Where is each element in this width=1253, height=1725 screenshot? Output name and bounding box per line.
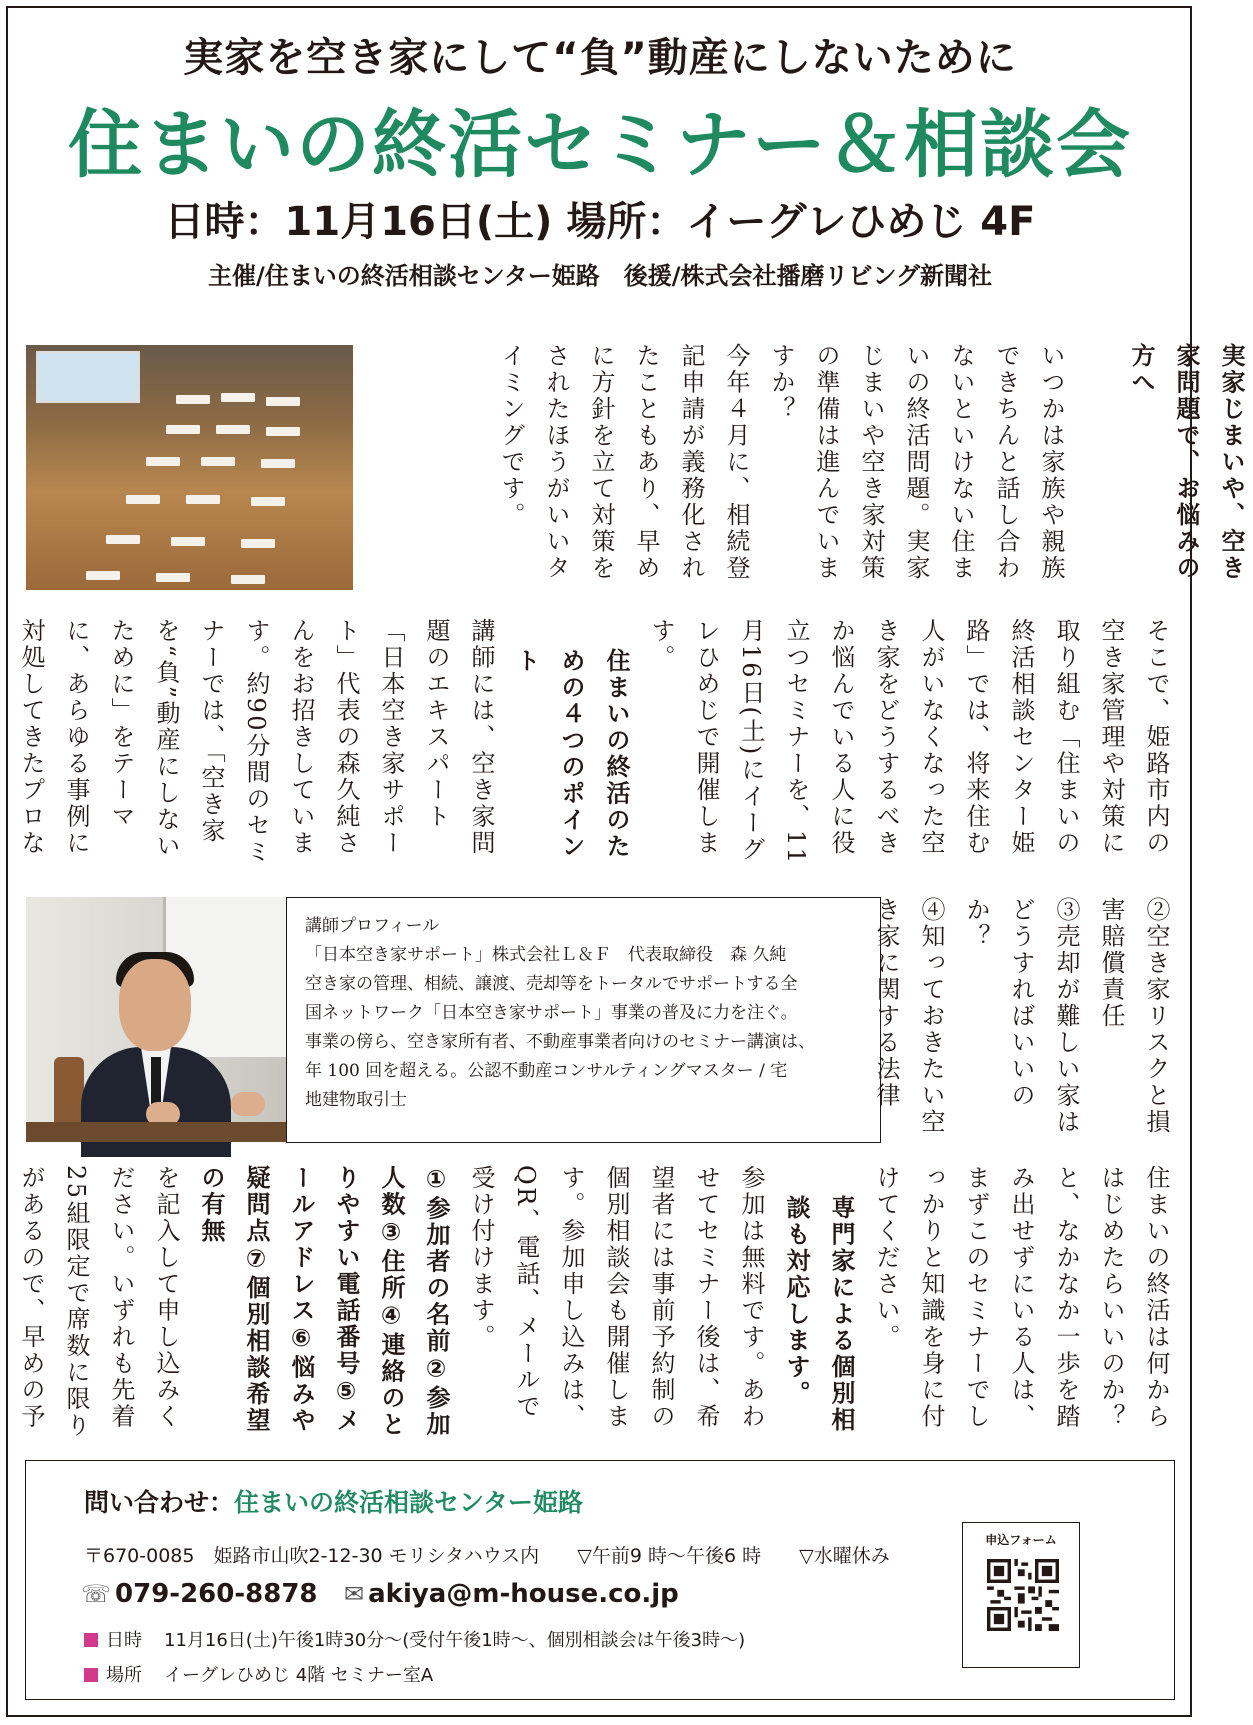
bullet-square-icon [84, 1668, 98, 1682]
profile-line: 「日本空き家サポート」株式会社Ｌ＆Ｆ 代表取締役 森 久純 [305, 945, 787, 965]
article-para-1: いつかは家族や親族できちんと話し合わないといけない住まいの終活問題。実家じまいや空き家対策の準備は進んでいますか？ [767, 343, 1065, 582]
event-date-row [84, 1626, 745, 1652]
article-para-4: 講師には、空き家問題のエキスパート「日本空き家サポート」代表の森久純さんをお招きしています。約90分間のセミナーでは、「空き家を“負”動産にしないために」をテーマに、あらゆる事例に対処してきたプロな [17, 618, 495, 866]
event-place-row [84, 1661, 433, 1687]
date-value: 11月16日(土)午後1時30分～(受付午後1時～、個別相談会は午後3時～) [164, 1630, 746, 1651]
mail-icon: ✉ [344, 1580, 365, 1608]
article-para-2: 今年４月に、相続登記申請が義務化されたこともあり、早めに方針を立て対策をされたほうがいいタイミングです。 [497, 343, 750, 582]
profile-heading: 講師プロフィール [305, 916, 440, 936]
contact-title [84, 1483, 583, 1519]
date-place: 日時：11月16日(土) 場所：イーグレひめじ 4F [164, 199, 1036, 245]
phone-number[interactable]: 079-260-8878 [115, 1579, 318, 1609]
article-block-4 [17, 1165, 1178, 1445]
article-para-3: そこで、姫路市内の空き家管理や対策に取り組む「住まいの終活相談センター姫路」では、将来住む人がいなくなった空き家をどうするべきか悩んでいる人に役立つセミナーを、11月16日(土)にイーグレひめじで開催します。 [647, 618, 1170, 866]
point-3: ③売却が難しい家はどうすればいいのか？ [962, 897, 1080, 1136]
article-para-6a: 参加は無料です。あわせてセミナー後は、希望者には事前予約制の個別相談会も開催します。参加申し込みは、QR、電話、メールで受け付けます。 [467, 1165, 765, 1430]
phone-icon: ☏ [81, 1580, 112, 1608]
point-2: ②空き家リスクと損害賠償責任 [1097, 897, 1170, 1136]
profile-box [286, 897, 881, 1143]
article-heading-3: 専門家による個別相談も対応します。 [782, 1195, 855, 1434]
profile-line: 空き家の管理、相続、譲渡、売却等をトータルでサポートする全 [305, 974, 798, 994]
headline-title: 住まいの終活セミナー＆相談会 [68, 102, 1132, 188]
postal-address: 〒670-0085 姫路市山吹2-12-30 モリシタハウス内 [84, 1545, 540, 1567]
article-heading-2: 住まいの終活のための４つのポイント [512, 648, 630, 860]
point-4: ④知っておきたい空き家に関する法律 [872, 897, 945, 1136]
closed-day: ▽水曜休み [799, 1545, 890, 1567]
profile-line: 国ネットワーク「日本空き家サポート」事業の普及に力を注ぐ。 [305, 1003, 798, 1023]
article-heading-1: 実家じまいや、空き家問題で、お悩みの方へ [1127, 343, 1245, 582]
profile-line: 事業の傍ら、空き家所有者、不動産事業者向けのセミナー講演は、 [305, 1032, 815, 1052]
date-label: 日時 [106, 1630, 142, 1651]
contact-phone[interactable] [81, 1579, 318, 1609]
contact-name: 住まいの終活相談センター姫路 [234, 1488, 584, 1517]
place-label: 場所 [106, 1665, 142, 1686]
contact-email[interactable] [344, 1579, 679, 1609]
qr-code-icon[interactable] [987, 1559, 1059, 1631]
qr-block[interactable] [962, 1522, 1080, 1668]
profile-line: 年 100 回を超える。公認不動産コンサルティングマスター / 宅 [305, 1061, 788, 1081]
article-block-2 [17, 618, 1178, 880]
profile-line: 地建物取引士 [305, 1090, 407, 1110]
organizer-line: 主催/住まいの終活相談センター姫路 後援/株式会社播磨リビング新聞社 [207, 262, 993, 290]
seminar-photo [26, 345, 353, 590]
contact-label: 問い合わせ： [84, 1488, 235, 1517]
article-block-1 [368, 343, 1073, 593]
lecturer-photo [26, 897, 286, 1142]
bullet-square-icon [84, 1633, 98, 1647]
qr-label: 申込フォーム [985, 1533, 1057, 1547]
article-para-6c: を記入して申し込みください。いずれも先着25組限定で席数に限りがあるので、早めの予 [17, 1165, 180, 1440]
article-block-3 [872, 897, 1178, 1142]
article-para-6b: ①参加者の名前②参加人数③住所④連絡のとりやすい電話番号⑤メールアドレス⑥悩みや疑問点⑦個別相談希望の有無 [197, 1165, 450, 1438]
contact-address-row [84, 1541, 922, 1568]
headline-subtitle: 実家を空き家にして“負”動産にしないために [183, 35, 1017, 81]
article-para-5: 住まいの終活は何からはじめたらいいのか？と、なかなか一歩を踏み出せずにいる人は、まずこのセミナーでしっかりと知識を身に付けてください。 [872, 1165, 1170, 1430]
business-hours: ▽午前9 時～午後6 時 [577, 1545, 762, 1567]
email-address[interactable]: akiya@m-house.co.jp [368, 1579, 679, 1609]
place-value: イーグレひめじ 4階 セミナー室A [164, 1665, 434, 1686]
